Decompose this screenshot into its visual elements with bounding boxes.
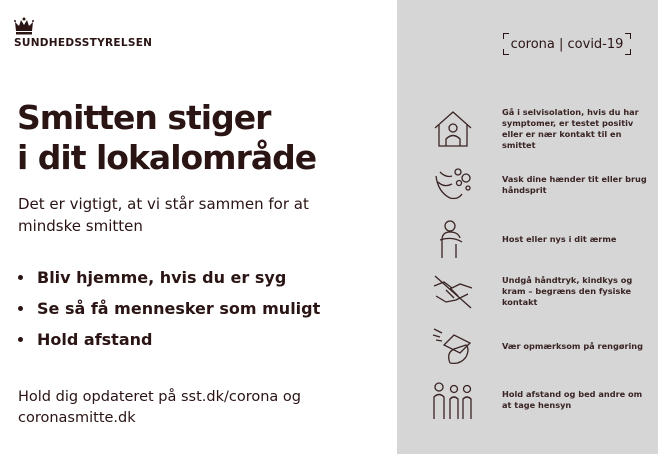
bullet-text: Hold afstand bbox=[37, 330, 153, 349]
distance-people-icon bbox=[430, 377, 476, 423]
bullet-icon bbox=[18, 275, 23, 280]
bullet-item bbox=[18, 324, 320, 355]
bullet-item bbox=[18, 293, 320, 324]
headline bbox=[17, 98, 316, 178]
advice-item bbox=[430, 323, 650, 369]
bullet-text: Bliv hjemme, hvis du er syg bbox=[37, 268, 287, 287]
crown-icon bbox=[14, 17, 34, 35]
hand-wash-icon bbox=[430, 162, 476, 208]
sneeze-elbow-icon bbox=[430, 216, 476, 262]
subtitle: Det er vigtigt, at vi står sammen for at mindske smitten bbox=[18, 195, 309, 235]
advice-text: Vær opmærksom på rengøring bbox=[502, 340, 643, 351]
bracket-corner-icon bbox=[625, 33, 631, 39]
bracket-corner-icon bbox=[503, 49, 509, 55]
advice-item bbox=[430, 268, 650, 314]
advice-text: Hold afstand og bed andre om at tage hensyn bbox=[502, 389, 643, 410]
cleaning-icon bbox=[430, 323, 476, 369]
bullet-item bbox=[18, 262, 320, 293]
bracket-corner-icon bbox=[503, 33, 509, 39]
bullet-list bbox=[18, 262, 320, 355]
headline-line-1: Smitten stiger bbox=[17, 98, 271, 137]
advice-text: Gå i selvisolation, hvis du har symptomer, er testet positiv eller er nær kontakt til en smittet bbox=[502, 107, 639, 150]
advice-text: Undgå håndtryk, kindkys og kram – begræns den fysiske kontakt bbox=[502, 274, 633, 307]
bullet-icon bbox=[18, 306, 23, 311]
advice-item bbox=[430, 377, 650, 423]
footer-text: Hold dig opdateret på sst.dk/corona og coronasmitte.dk bbox=[18, 389, 301, 426]
brand-badge bbox=[503, 33, 631, 55]
headline-line-2: i dit lokalområde bbox=[17, 138, 317, 177]
advice-item bbox=[430, 162, 650, 208]
bracket-corner-icon bbox=[625, 49, 631, 55]
advice-item bbox=[430, 106, 650, 152]
bullet-icon bbox=[18, 337, 23, 342]
bullet-text: Se så få mennesker som muligt bbox=[37, 299, 321, 318]
advice-text: Host eller nys i dit ærme bbox=[502, 233, 617, 244]
house-person-icon bbox=[430, 106, 476, 152]
advice-text: Vask dine hænder tit eller brug håndsprit bbox=[502, 174, 647, 195]
no-handshake-icon bbox=[430, 268, 476, 314]
sst-logo bbox=[14, 17, 152, 49]
logo-text: SUNDHEDSSTYRELSEN bbox=[14, 37, 153, 49]
brand-text: corona | covid-19 bbox=[510, 36, 624, 52]
advice-item bbox=[430, 216, 650, 262]
